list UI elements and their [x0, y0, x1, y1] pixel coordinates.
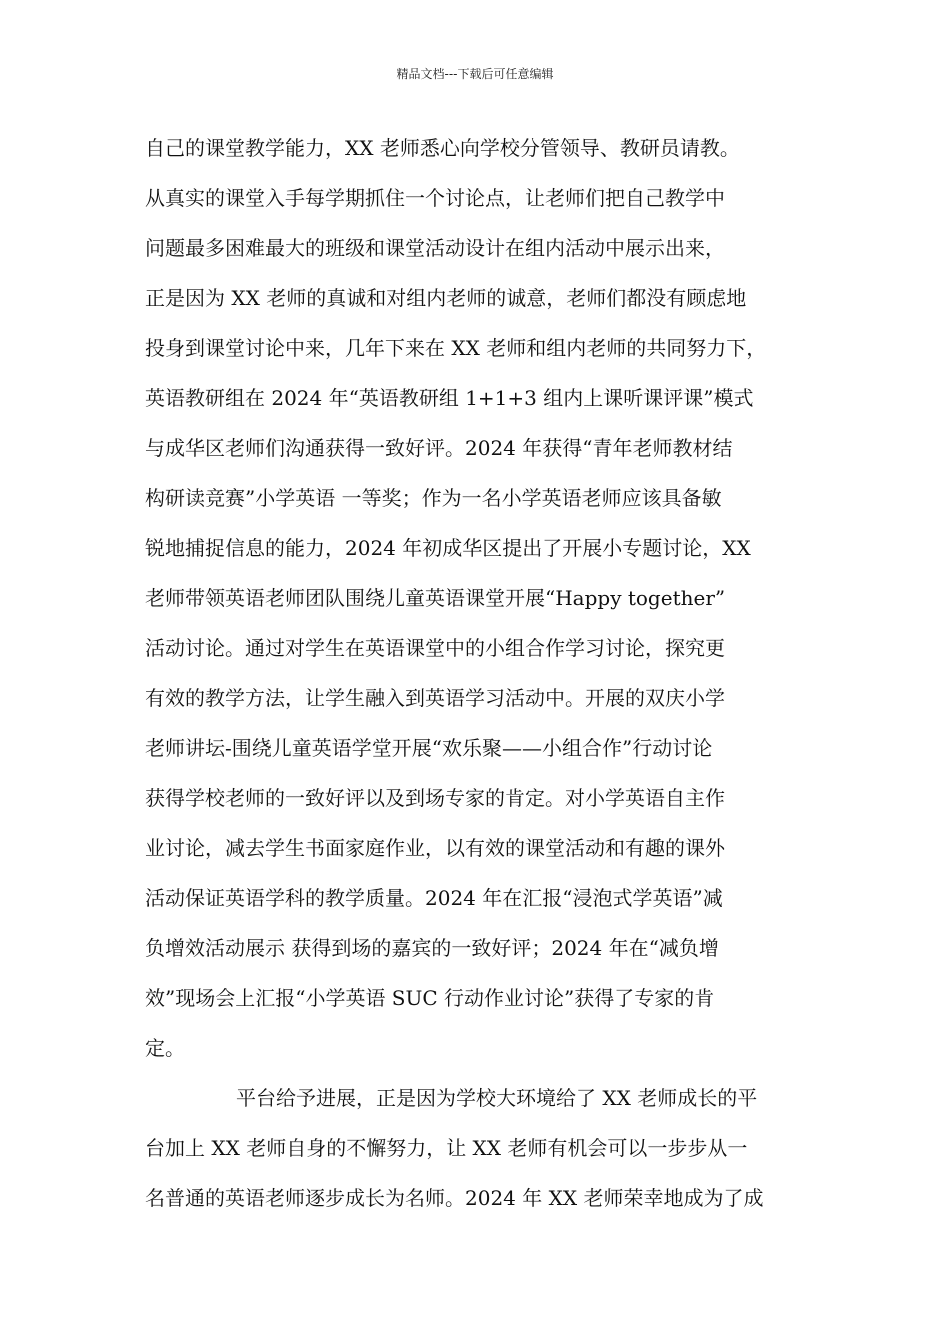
text-line: 业讨论，减去学生书面家庭作业，以有效的课堂活动和有趣的课外 [145, 836, 725, 860]
text-line: 正是因为 XX 老师的真诚和对组内老师的诚意，老师们都没有顾虑地 [145, 286, 747, 310]
text-line: 活动讨论。通过对学生在英语课堂中的小组合作学习讨论，探究更 [145, 636, 725, 660]
text-line: 与成华区老师们沟通获得一致好评。2024 年获得“青年老师教材结 [145, 436, 733, 460]
page-header: 精品文档---下载后可任意编辑 [396, 67, 554, 81]
text-line: 英语教研组在 2024 年“英语教研组 1+1+3 组内上课听课评课”模式 [145, 386, 754, 410]
text-line: 负增效活动展示 获得到场的嘉宾的一致好评；2024 年在“减负增 [145, 936, 719, 960]
text-line: 定。 [145, 1036, 185, 1060]
text-line: 效”现场会上汇报“小学英语 SUC 行动作业讨论”获得了专家的肯 [145, 986, 715, 1010]
text-line: 平台给予进展，正是因为学校大环境给了 XX 老师成长的平 [236, 1086, 758, 1110]
text-line: 有效的教学方法，让学生融入到英语学习活动中。开展的双庆小学 [145, 686, 725, 710]
text-line: 锐地捕捉信息的能力，2024 年初成华区提出了开展小专题讨论，XX [145, 536, 751, 560]
text-line: 获得学校老师的一致好评以及到场专家的肯定。对小学英语自主作 [145, 786, 725, 810]
text-line: 从真实的课堂入手每学期抓住一个讨论点，让老师们把自己教学中 [145, 186, 725, 210]
text-line: 老师讲坛-围绕儿童英语学堂开展“欢乐聚——小组合作”行动讨论 [145, 736, 713, 760]
text-line: 问题最多困难最大的班级和课堂活动设计在组内活动中展示出来， [145, 236, 725, 260]
text-line: 自己的课堂教学能力，XX 老师悉心向学校分管领导、教研员请教。 [145, 136, 740, 160]
text-line: 活动保证英语学科的教学质量。2024 年在汇报“浸泡式学英语”减 [145, 886, 723, 910]
text-line: 老师带领英语老师团队围绕儿童英语课堂开展“Happy together” [145, 586, 726, 610]
text-line: 构研读竞赛”小学英语 一等奖；作为一名小学英语老师应该具备敏 [145, 486, 722, 510]
text-line: 名普通的英语老师逐步成长为名师。2024 年 XX 老师荣幸地成为了成 [145, 1186, 764, 1210]
text-line: 投身到课堂讨论中来，几年下来在 XX 老师和组内老师的共同努力下， [145, 336, 767, 360]
text-line: 台加上 XX 老师自身的不懈努力，让 XX 老师有机会可以一步步从一 [145, 1136, 748, 1160]
